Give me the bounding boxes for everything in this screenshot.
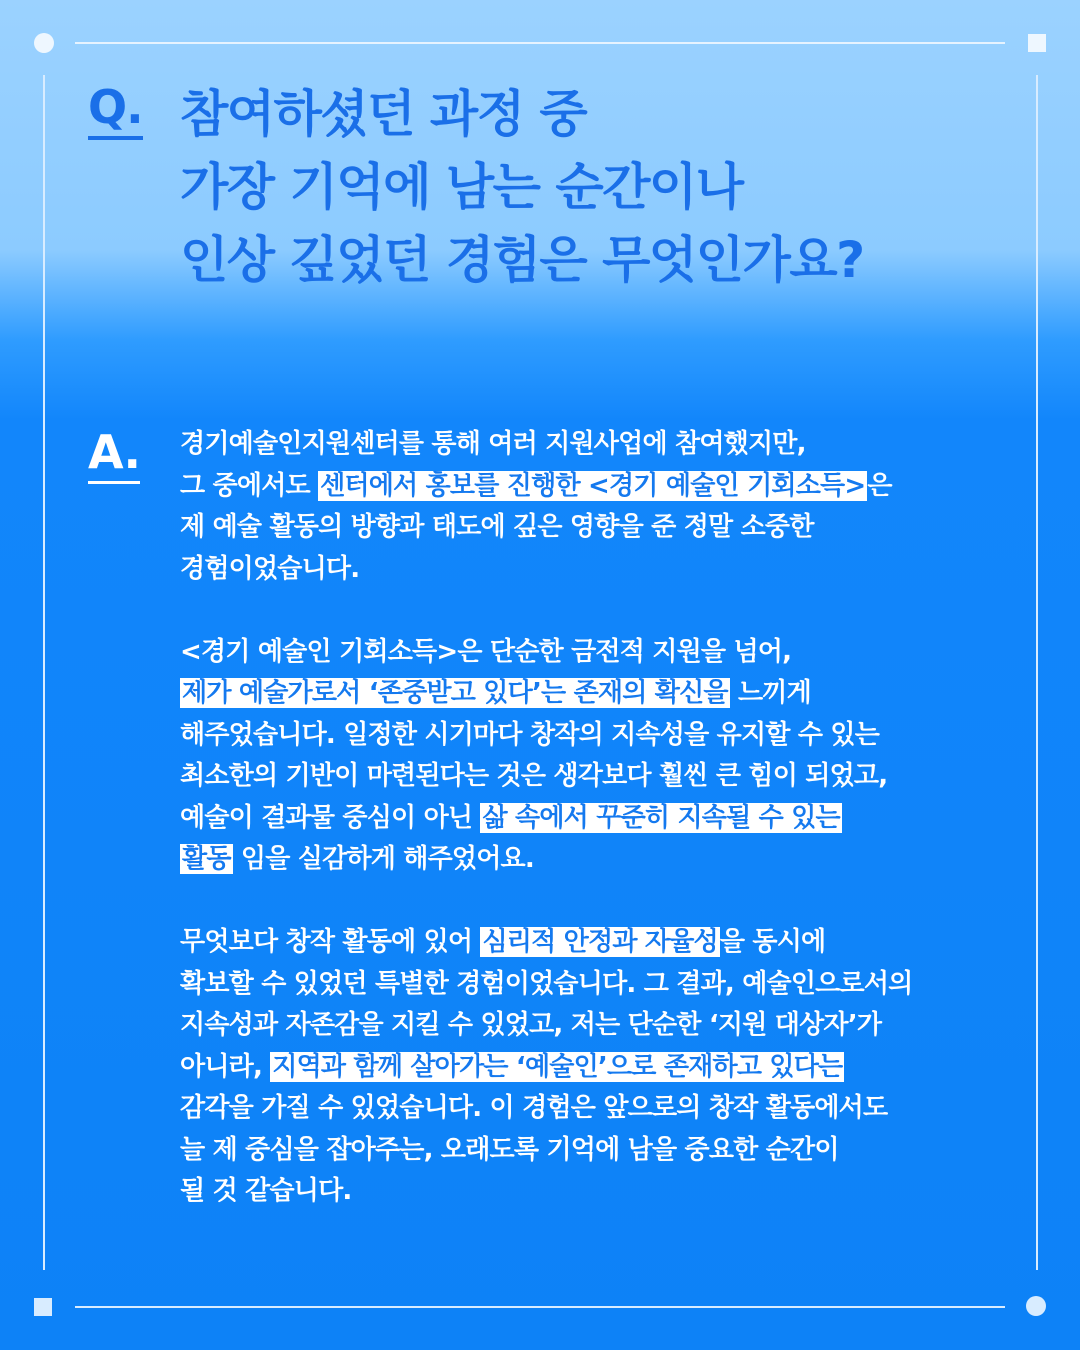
text-run: 아니라, <box>180 1051 271 1082</box>
right-divider <box>1036 75 1038 1270</box>
text-run: 무엇보다 창작 활동에 있어 <box>180 927 481 957</box>
answer-line: 경험이었습니다. <box>180 553 360 584</box>
text-run: 임을 실감하게 해주었어요. <box>232 844 534 874</box>
question-line: 참여하셨던 과정 중 <box>180 85 587 143</box>
paragraph-gap <box>180 881 1020 923</box>
answer-line: 해주었습니다. 일정한 시기마다 창작의 지속성을 유지할 수 있는 <box>180 719 880 750</box>
highlight: 심리적 안정과 자율성 <box>482 927 718 957</box>
answer-line: 제 예술 활동의 방향과 태도에 깊은 영향을 준 정말 소중한 <box>180 512 814 542</box>
corner-square-top-right <box>1028 34 1046 52</box>
highlight: 제가 예술가로서 ‘존중받고 있다’는 존재의 확신을 <box>182 678 728 708</box>
answer-line <box>180 922 1020 964</box>
question-marker: Q. <box>88 80 143 140</box>
highlight: 지역과 함께 살아가는 ‘예술인’으로 존재하고 있다는 <box>272 1051 843 1082</box>
bottom-divider <box>75 1306 1005 1308</box>
answer-line: 될 것 같습니다. <box>180 1176 352 1206</box>
answer-line <box>180 1047 1020 1089</box>
corner-dot-bottom-right <box>1026 1296 1046 1316</box>
answer-line <box>180 466 1020 508</box>
question-line: 가장 기억에 남는 순간이나 <box>180 158 743 216</box>
answer-line: 경기예술인지원센터를 통해 여러 지원사업에 참여했지만, <box>180 429 806 459</box>
highlight: 활동 <box>182 844 231 874</box>
paragraph-gap <box>180 590 1020 632</box>
corner-square-bottom-left <box>34 1298 52 1316</box>
text-run: 느끼게 <box>729 678 811 708</box>
left-divider <box>43 75 45 1270</box>
question-line: 인상 깊었던 경험은 무엇인가요? <box>180 231 864 289</box>
text-run: 그 중에서도 <box>180 470 319 501</box>
corner-dot-top-left <box>34 33 54 53</box>
answer-line: 지속성과 자존감을 지킬 수 있었고, 저는 단순한 ‘지원 대상자’가 <box>180 1010 882 1040</box>
text-run: 을 동시에 <box>719 927 826 957</box>
answer-line: 감각을 가질 수 있었습니다. 이 경험은 앞으로의 창작 활동에서도 <box>180 1093 888 1123</box>
answer-line: 최소한의 기반이 마련된다는 것은 생각보다 훨씬 큰 힘이 되었고, <box>180 761 888 791</box>
answer-body <box>180 424 1020 1213</box>
highlight: 삶 속에서 꾸준히 지속될 수 있는 <box>482 802 840 833</box>
highlight: 센터에서 홍보를 진행한 <경기 예술인 기회소득> <box>320 470 866 501</box>
answer-line <box>180 798 1020 840</box>
answer-line <box>180 673 1020 715</box>
answer-marker: A. <box>88 425 140 484</box>
answer-line: <경기 예술인 기회소득>은 단순한 금전적 지원을 넘어, <box>180 636 792 667</box>
text-run: 예술이 결과물 중심이 아닌 <box>180 802 481 833</box>
answer-line: 늘 제 중심을 잡아주는, 오래도록 기억에 남을 중요한 순간이 <box>180 1134 839 1165</box>
question-title <box>180 78 1000 297</box>
text-run: 은 <box>867 470 892 501</box>
answer-line <box>180 839 1020 881</box>
answer-line: 확보할 수 있었던 특별한 경험이었습니다. 그 결과, 예술인으로서의 <box>180 968 913 999</box>
top-divider <box>75 42 1005 44</box>
